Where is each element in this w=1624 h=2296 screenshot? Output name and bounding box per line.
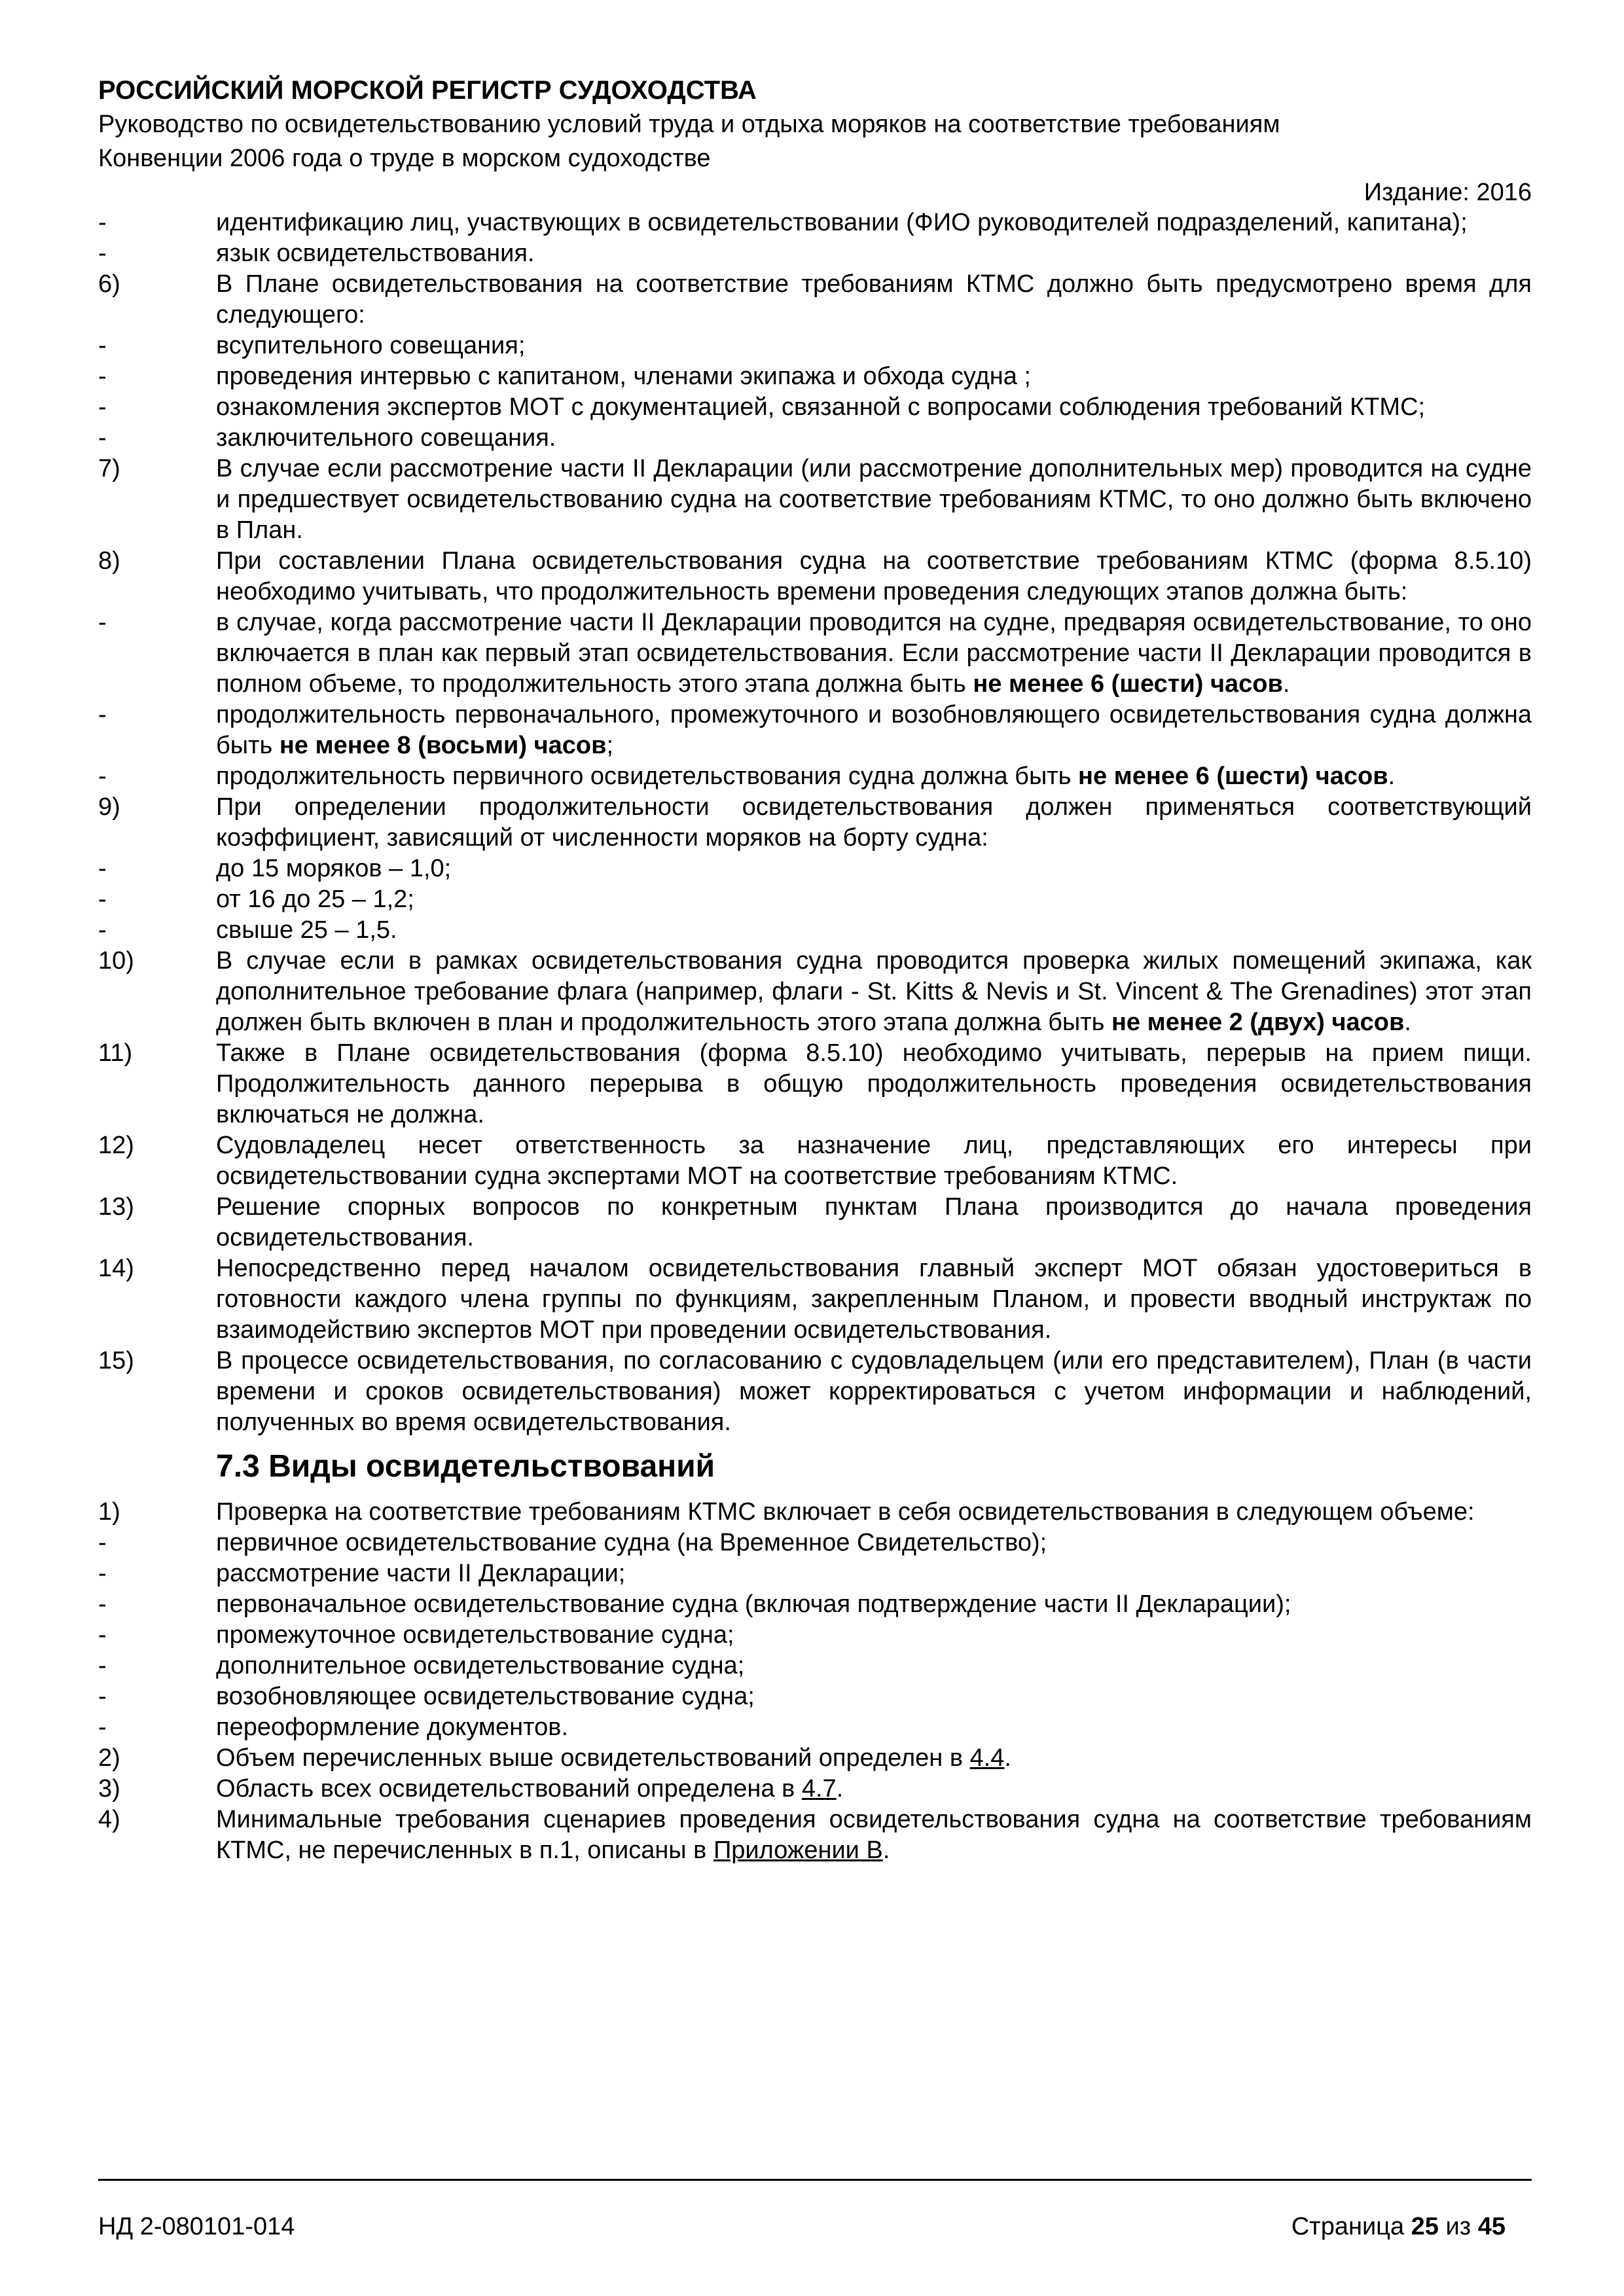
page-number xyxy=(1291,2211,1506,2242)
list-item-text: свыше 25 – 1,5. xyxy=(216,916,397,944)
footer-divider xyxy=(98,2179,1532,2181)
list-item-text: в случае, когда рассмотрение части II Декларации проводится на судне, предваряя освидетельствование, то оно включается в план как первый этап освидетельствования. Если рассмотрение части II Декларации проводится в полном объеме, то продолжительность этого этапа должна быть xyxy=(216,609,1532,698)
body-content xyxy=(98,207,1532,1866)
list-marker: - xyxy=(98,363,107,390)
list-item-text: При составлении Плана освидетельствования судна на соответствие требованиям КТМС (форма 8.5.10) необходимо учитывать, что продолжительность времени проведения следующих этапов должна быть: xyxy=(216,547,1532,605)
list-item-text: продолжительность первичного освидетельствования судна должна быть xyxy=(216,762,1079,790)
list-item-text: проведения интервью с капитаном, членами экипажа и обхода судна ; xyxy=(216,363,1031,390)
list-item xyxy=(98,915,1532,946)
list-item xyxy=(98,792,1532,853)
list-marker: 14) xyxy=(98,1255,134,1282)
list-marker: - xyxy=(98,1529,107,1556)
edition-label: Издание: 2016 xyxy=(1363,179,1532,206)
list-marker: - xyxy=(98,762,107,790)
list-item xyxy=(98,1253,1532,1346)
list-item-text: язык освидетельствования. xyxy=(216,240,535,267)
list-item-text: рассмотрение части II Декларации; xyxy=(216,1560,626,1587)
list-item-text: ознакомления экспертов МОТ с документацией, связанной с вопросами соблюдения требований КТМС; xyxy=(216,393,1426,421)
list-item-text: заключительного совещания. xyxy=(216,424,556,452)
list-item xyxy=(98,1558,1532,1589)
list-item xyxy=(98,946,1532,1038)
list-item-text-end: . xyxy=(836,1775,844,1803)
list-item-text: всупительного совещания; xyxy=(216,332,526,359)
organization-name: РОССИЙСКИЙ МОРСКОЙ РЕГИСТР СУДОХОДСТВА xyxy=(98,76,757,105)
list-item-text-end: . xyxy=(1404,1009,1411,1036)
list-marker: 11) xyxy=(98,1039,133,1067)
list-item-text: При определении продолжительности освидетельствования должен применяться соответствующий коэффициент, зависящий от численности моряков на борту судна: xyxy=(216,793,1532,852)
emphasis-duration: не менее 6 (шести) часов xyxy=(973,670,1283,698)
list-marker: 6) xyxy=(98,270,120,298)
list-item-text: Непосредственно перед началом освидетельствования главный эксперт МОТ обязан удостовериться в готовности каждого члена группы по функциям, закрепленным Планом, и провести вводный инструктаж по взаимодействию экспертов МОТ при проведении освидетельствования. xyxy=(216,1255,1532,1344)
list-item-text-end: . xyxy=(882,1837,890,1864)
section-reference-link[interactable]: 4.7 xyxy=(801,1775,837,1803)
list-item-text-end: ; xyxy=(606,732,614,759)
section-list-items xyxy=(98,1497,1532,1866)
list-item-text: Проверка на соответствие требованиям КТМС включает в себя освидетельствования в следующем объеме: xyxy=(216,1498,1475,1526)
document-number: НД 2-080101-014 xyxy=(98,2213,295,2240)
list-items xyxy=(98,207,1532,1438)
list-marker: 3) xyxy=(98,1775,120,1803)
page-header xyxy=(98,73,1532,209)
list-item xyxy=(98,1651,1532,1681)
list-marker: - xyxy=(98,609,107,636)
list-marker: 1) xyxy=(98,1498,120,1526)
list-item-text: В Плане освидетельствования на соответствие требованиям КТМС должно быть предусмотрено время для следующего: xyxy=(216,270,1532,329)
list-item-text: первоначальное освидетельствование судна (включая подтверждение части II Декларации); xyxy=(216,1590,1291,1618)
list-item-text: В случае если в рамках освидетельствования судна проводится проверка жилых помещений экипажа, как дополнительное требование флага (например, флаги - St. Kitts & Nevis и St. Vincent & The Grenadines) этот этап должен быть включен в план и продолжительность этого этапа должна быть xyxy=(216,947,1532,1036)
list-marker: 9) xyxy=(98,793,120,821)
list-marker: 13) xyxy=(98,1193,134,1221)
list-marker: 12) xyxy=(98,1132,134,1159)
list-item xyxy=(98,1712,1532,1743)
list-item xyxy=(98,1589,1532,1620)
list-item-text: идентификацию лиц, участвующих в освидетельствовании (ФИО руководителей подразделений, капитана); xyxy=(216,209,1468,236)
section-heading: 7.3 Виды освидетельствований xyxy=(216,1449,715,1484)
list-item-text: дополнительное освидетельствование судна; xyxy=(216,1652,745,1679)
list-item-text: возобновляющее освидетельствование судна; xyxy=(216,1683,755,1710)
page-label: Страница xyxy=(1291,2213,1405,2240)
list-item xyxy=(98,423,1532,454)
list-item xyxy=(98,700,1532,761)
list-marker: - xyxy=(98,916,107,944)
list-marker: 7) xyxy=(98,455,120,482)
list-item xyxy=(98,238,1532,269)
list-item xyxy=(98,361,1532,392)
list-item-text-end: . xyxy=(1388,762,1396,790)
list-marker: - xyxy=(98,209,107,236)
list-marker: - xyxy=(98,393,107,421)
list-item-text: Судовладелец несет ответственность за назначение лиц, представляющих его интересы при освидетельствовании судна экспертами МОТ на соответствие требованиям КТМС. xyxy=(216,1132,1532,1190)
list-item xyxy=(98,1620,1532,1651)
list-marker: 2) xyxy=(98,1744,120,1772)
page-total: 45 xyxy=(1477,2213,1506,2240)
list-item xyxy=(98,1130,1532,1192)
list-item xyxy=(98,454,1532,546)
list-item-text: до 15 моряков – 1,0; xyxy=(216,855,452,882)
page-of-label: из xyxy=(1445,2213,1471,2240)
list-marker: 8) xyxy=(98,547,120,575)
list-item xyxy=(98,1774,1532,1804)
emphasis-duration: не менее 8 (восьми) часов xyxy=(279,732,607,759)
list-item-text: В случае если рассмотрение части II Декларации (или рассмотрение дополнительных мер) проводится на судне и предшествует освидетельствованию судна на соответствие требованиям КТМС, то оно должно быть включено в План. xyxy=(216,455,1532,544)
list-item xyxy=(98,1038,1532,1130)
list-item-text: Также в Плане освидетельствования (форма 8.5.10) необходимо учитывать, перерыв на прием пищи. Продолжительность данного перерыва в общую продолжительность проведения освидетельствования включаться не должна. xyxy=(216,1039,1532,1128)
list-marker: - xyxy=(98,1621,107,1649)
list-item xyxy=(98,1346,1532,1438)
list-item xyxy=(98,884,1532,915)
list-item-text: первичное освидетельствование судна (на Временное Свидетельство); xyxy=(216,1529,1047,1556)
list-marker: - xyxy=(98,1713,107,1741)
list-item-text: Объем перечисленных выше освидетельствований определен в xyxy=(216,1744,970,1772)
page-current: 25 xyxy=(1411,2213,1439,2240)
list-item xyxy=(98,1743,1532,1774)
list-item xyxy=(98,1804,1532,1866)
list-marker: - xyxy=(98,701,107,728)
section-reference-link[interactable]: 4.4 xyxy=(969,1744,1005,1772)
list-item xyxy=(98,1528,1532,1558)
list-item xyxy=(98,1192,1532,1253)
list-item xyxy=(98,761,1532,792)
list-item xyxy=(98,269,1532,331)
list-marker: - xyxy=(98,332,107,359)
list-marker: - xyxy=(98,1590,107,1618)
list-marker: - xyxy=(98,240,107,267)
emphasis-duration: не менее 6 (шести) часов xyxy=(1078,762,1388,790)
list-marker: - xyxy=(98,1560,107,1587)
list-marker: - xyxy=(98,424,107,452)
list-item xyxy=(98,331,1532,361)
list-item-text: от 16 до 25 – 1,2; xyxy=(216,886,414,913)
document-subtitle-line-2: Конвенции 2006 года о труде в морском судоходстве xyxy=(98,145,711,172)
list-item xyxy=(98,207,1532,238)
list-marker: - xyxy=(98,886,107,913)
list-marker: - xyxy=(98,855,107,882)
list-item-text-end: . xyxy=(1282,670,1290,698)
page-footer xyxy=(98,2211,1506,2242)
list-marker: 15) xyxy=(98,1347,134,1374)
list-item xyxy=(98,853,1532,884)
document-subtitle-line-1: Руководство по освидетельствованию условий труда и отдыха моряков на соответствие требованиям xyxy=(98,111,1280,138)
list-item xyxy=(98,546,1532,607)
list-item-text: Область всех освидетельствований определена в xyxy=(216,1775,802,1803)
list-item xyxy=(98,607,1532,700)
list-item-text: Минимальные требования сценариев проведения освидетельствования судна на соответствие требованиям КТМС, не перечисленных в п.1, описаны в xyxy=(216,1806,1532,1864)
list-marker: 4) xyxy=(98,1806,120,1833)
list-item xyxy=(98,1681,1532,1712)
list-marker: 10) xyxy=(98,947,134,975)
emphasis-duration: не менее 2 (двух) часов xyxy=(1111,1009,1405,1036)
appendix-reference-link[interactable]: Приложении В xyxy=(713,1837,883,1864)
list-item-text: Решение спорных вопросов по конкретным пунктам Плана производится до начала проведения освидетельствования. xyxy=(216,1193,1532,1251)
list-item-text-end: . xyxy=(1004,1744,1011,1772)
list-item-text: промежуточное освидетельствование судна; xyxy=(216,1621,734,1649)
list-item-text: переоформление документов. xyxy=(216,1713,569,1741)
list-item-text: В процессе освидетельствования, по согласованию с судовладельцем (или его представителем), План (в части времени и сроков освидетельствования) может корректироваться с учетом информации и наблюдений, полученных во время освидетельствования. xyxy=(216,1347,1532,1436)
list-marker: - xyxy=(98,1652,107,1679)
list-item xyxy=(98,1497,1532,1528)
list-item xyxy=(98,392,1532,423)
list-item-text: продолжительность первоначального, промежуточного и возобновляющего освидетельствования судна должна быть xyxy=(216,701,1532,759)
list-marker: - xyxy=(98,1683,107,1710)
